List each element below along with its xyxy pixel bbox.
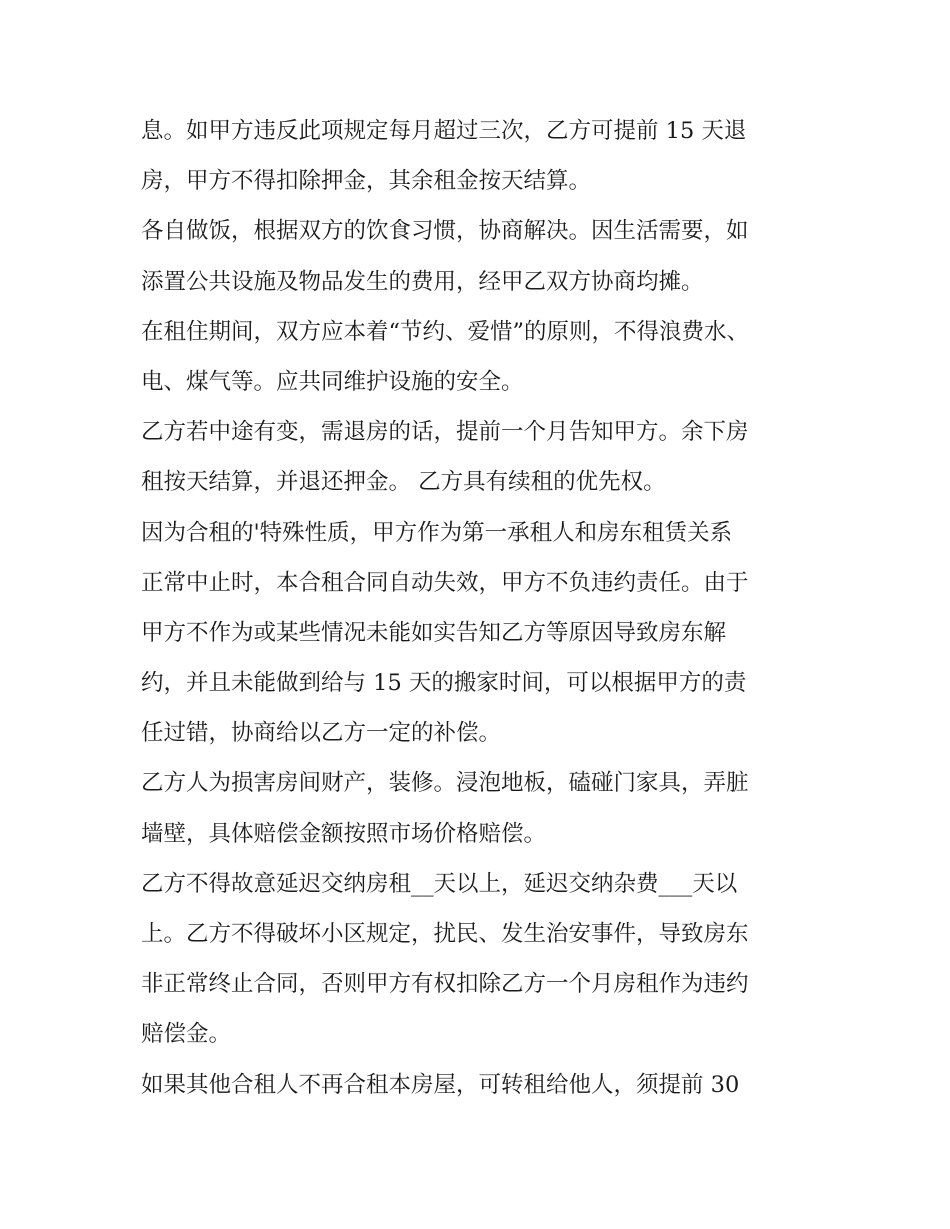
text-line: 上。乙方不得破坏小区规定，扰民、发生治安事件，导致房东: [141, 921, 749, 947]
text-line: 房，甲方不得扣除押金，其余租金按天结算。: [141, 168, 592, 195]
text-line: 因为合租的'特殊性质，甲方作为第一承租人和房东租赁关系: [141, 519, 733, 546]
text-line: 甲方不作为或某些情况未能如实告知乙方等原因导致房东解: [141, 619, 727, 646]
text-line: 赔偿金。: [141, 1021, 232, 1048]
text-line: 约，并且未能做到给与 15 天的搬家时间，可以根据甲方的责: [141, 670, 747, 697]
text-line: 各自做饭，根据双方的饮食习惯，协商解决。因生活需要，如: [141, 218, 749, 245]
text-line: 在租住期间，双方应本着“节约、爱惜”的原则，不得浪费水、: [141, 318, 750, 345]
text-line: 正常中止时，本合租合同自动失效，甲方不负违约责任。由于: [141, 569, 749, 596]
text-line: 如果其他合租人不再合租本房屋，可转租给他人，须提前 30: [141, 1071, 740, 1098]
text-line: 租按天结算，并退还押金。 乙方具有续租的优先权。: [141, 469, 666, 496]
text-line: 乙方若中途有变，需退房的话，提前一个月告知甲方。余下房: [141, 419, 749, 446]
text-line: 息。如甲方违反此项规定每月超过三次，乙方可提前 15 天退: [141, 118, 747, 144]
body-text: [141, 106, 821, 1110]
text-line: 添置公共设施及物品发生的费用，经甲乙双方协商均摊。: [141, 268, 704, 295]
text-line: 电、煤气等。应共同维护设施的安全。: [141, 368, 524, 395]
text-line: 乙方不得故意延迟交纳房租__天以上，延迟交纳杂费___天以: [141, 870, 738, 897]
text-line: 乙方人为损害房间财产，装修。浸泡地板，磕碰门家具，弄脏: [141, 770, 749, 797]
text-line: 非正常终止合同，否则甲方有权扣除乙方一个月房租作为违约: [141, 971, 749, 998]
text-line: 任过错，协商给以乙方一定的补偿。: [141, 720, 502, 747]
text-line: 墙壁，具体赔偿金额按照市场价格赔偿。: [141, 820, 547, 847]
